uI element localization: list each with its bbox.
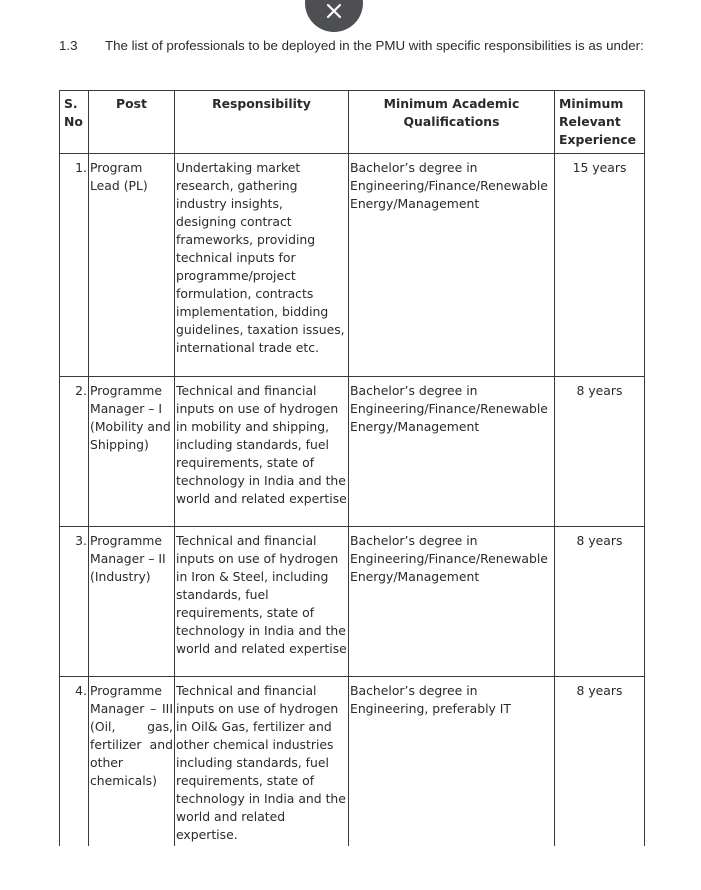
cell-post: Programme Manager – II (Industry) [89, 527, 175, 677]
cell-post: Programme Manager – III (Oil, gas, fertilizer and other chemicals) [89, 677, 175, 846]
table-row [60, 677, 645, 846]
close-x-icon [325, 2, 343, 20]
cell-experience: 8 years [555, 527, 645, 677]
header-responsibility: Responsibility [175, 91, 349, 154]
table-header-row [60, 91, 645, 154]
table-row [60, 377, 645, 527]
cell-sno: 4. [60, 677, 89, 846]
cell-responsibility: Undertaking market research, gathering industry insights, designing contract frameworks, providing technical inputs for programme/project formulation, contracts implementation, bidding guidelines, taxation issues, international trade etc. [175, 154, 349, 377]
cell-experience: 8 years [555, 677, 645, 846]
cell-responsibility: Technical and financial inputs on use of hydrogen in mobility and shipping, including standards, fuel requirements, state of technology in India and the world and related expertise [175, 377, 349, 527]
header-sno: S. No [60, 91, 89, 154]
cell-responsibility: Technical and financial inputs on use of hydrogen in Oil& Gas, fertilizer and other chemical industries including standards, fuel requirements, state of technology in India and the world and related expertise. [175, 677, 349, 846]
close-button[interactable] [305, 0, 363, 32]
pmu-professionals-table [59, 90, 645, 846]
cell-sno: 3. [60, 527, 89, 677]
header-qualifications: Minimum Academic Qualifications [349, 91, 555, 154]
table-row [60, 527, 645, 677]
cell-experience: 8 years [555, 377, 645, 527]
cell-sno: 1. [60, 154, 89, 377]
intro-text: The list of professionals to be deployed in the PMU with specific responsibilities is as under: [105, 38, 644, 53]
cell-post: Program Lead (PL) [89, 154, 175, 377]
header-experience: Minimum Relevant Experience [555, 91, 645, 154]
section-number: 1.3 [59, 38, 78, 53]
cell-post: Programme Manager – I (Mobility and Shipping) [89, 377, 175, 527]
cell-responsibility: Technical and financial inputs on use of hydrogen in Iron & Steel, including standards, fuel requirements, state of technology in India and the world and related expertise [175, 527, 349, 677]
cell-sno: 2. [60, 377, 89, 527]
table-row [60, 154, 645, 377]
cell-qualifications: Bachelor’s degree in Engineering/Finance/Renewable Energy/Management [349, 527, 555, 677]
cell-qualifications: Bachelor’s degree in Engineering/Finance/Renewable Energy/Management [349, 154, 555, 377]
cell-qualifications: Bachelor’s degree in Engineering/Finance/Renewable Energy/Management [349, 377, 555, 527]
header-post: Post [89, 91, 175, 154]
intro-paragraph [59, 37, 659, 55]
cell-experience: 15 years [555, 154, 645, 377]
cell-qualifications: Bachelor’s degree in Engineering, preferably IT [349, 677, 555, 846]
